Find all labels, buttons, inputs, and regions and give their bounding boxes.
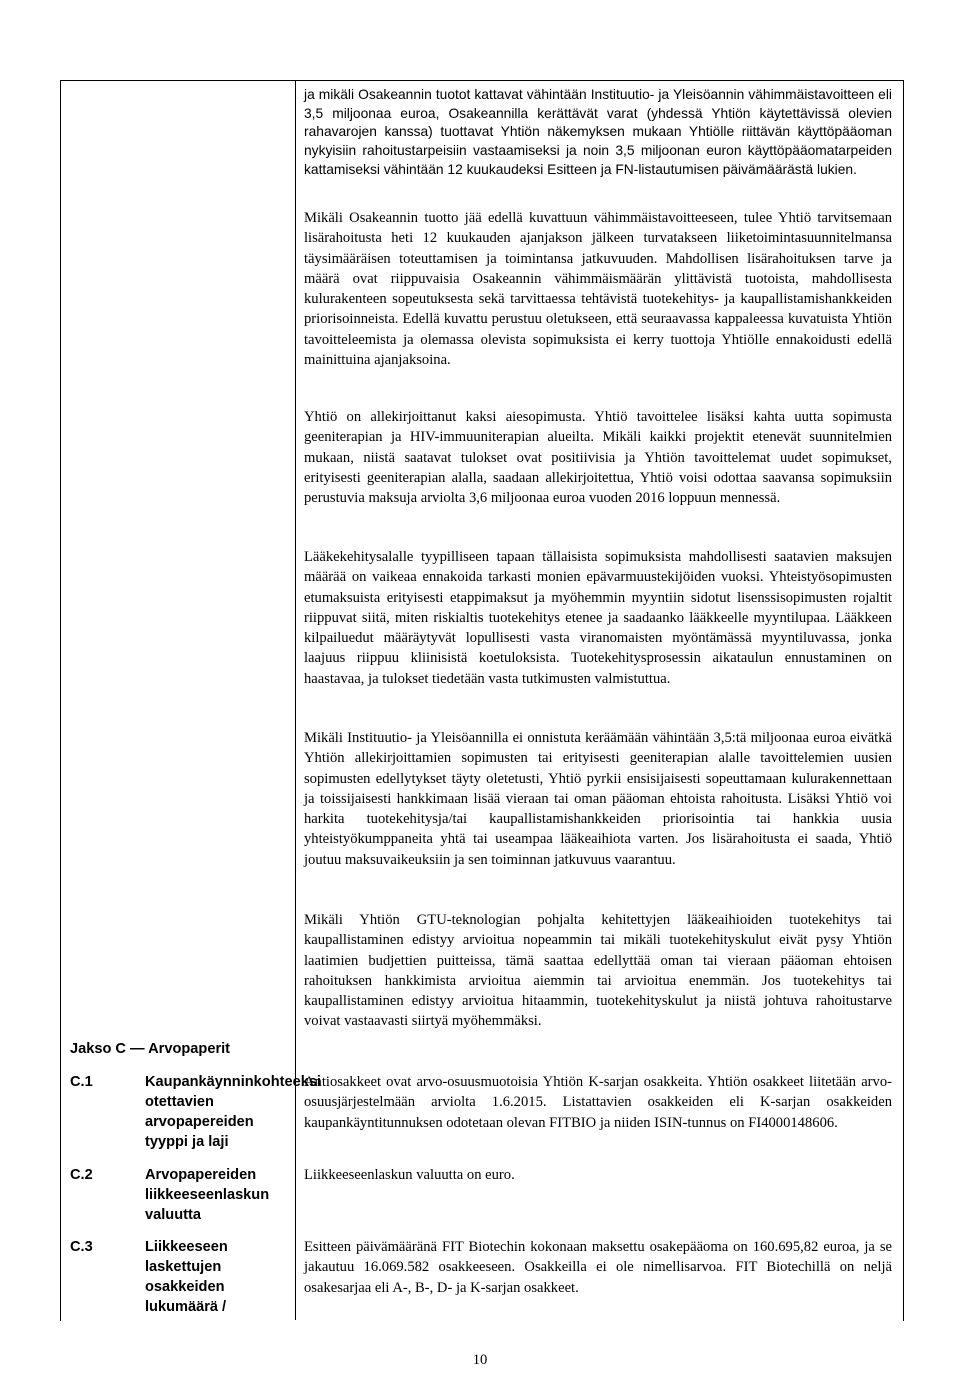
item-number: C.2 [70,1167,93,1183]
item-text: Esitteen päivämääränä FIT Biotechin kokonaan maksettu osakepääoma on 160.695,82 euroa, ja se jakautuu 16.069.582 osakkeeseen. Osakkeilla ei ole nimellisarvoa. FIT Biotechillä on neljä osakesarjaa eli A-, B-, D- ja K-sarjan osakkeet. [304,1239,892,1296]
item-label: Arvopapereiden liikkeeseenlaskun valuutta [145,1167,270,1223]
page-number: 10 [472,1352,488,1368]
section-title: Jakso C — Arvopaperit [70,1041,231,1057]
item-text: Antiosakkeet ovat arvo-osuusmuotoisia Yhtiön K-sarjan osakkeita. Yhtiön osakkeet liitetään arvo-osuusjärjestelmään arviolta 1.6.2015. Listattavien osakkeiden eli K-sarjan osakkeiden kaupankäyntitunnuksen odotetaan olevan FITBIO ja niiden ISIN-tunnus on FI4000148606. [304,1074,892,1131]
item-number: C.1 [70,1074,93,1090]
paragraph-financing-fallback: Mikäli Instituutio- ja Yleisöannilla ei onnistuta keräämään vähintään 3,5:tä miljoonaa euroa eivätkä Yhtiön allekirjoittamien sopimusten tai erityisesti geeniterapian alalle tavoittelemien uusien sopimusten edellytykset täyty oletetusti, Yhtiö pyrkii ensisijaisesti sopeuttamaan kulurakennettaan ja toissijaisesti hankkimaan lisää vieraan tai oman pääoman ehtoista rahoitusta. Lisäksi Yhtiö voi harkita tuotekehitysja/tai kaupallistamishankkeiden priorisointia tai hankkia uusia yhteistyökumppaneita yhtä tai useampaa lääkeaihiota varten. Jos lisärahoitusta ei saada, Yhtiö joutuu maksuvaikeuksiin ja sen toiminnan jatkuvuus vaarantuu. [304,730,892,868]
item-text: Liikkeeseenlaskun valuutta on euro. [304,1167,515,1183]
paragraph-drug-development: Lääkekehitysalalle tyypilliseen tapaan tällaisista sopimuksista mahdollisesti saatavien maksujen määrää on vaikeaa ennakoida tarkasti monien epävarmuustekijöiden vuoksi. Yhteistyösopimusten etumaksuista erityisesti etappimaksut ja myöhemmin myyntiin sidotut lisenssisopimusten rojaltit riippuvat siitä, miten riskialtis tuotekehitys etenee ja saadaanko lääkkeelle myyntilupaa. Lääkkeen kilpailuedut määräytyvät lopullisesti vasta viranomaisten myöntämässä myyntiluvassa, jonka laajuus riippuu kliinisistä koetuloksista. Tuotekehitysprosessin aikataulun ennustaminen on haastavaa, ja tulokset tiedetään vasta tutkimusten valmistuttua. [304,549,892,687]
paragraph-gtu-technology: Mikäli Yhtiön GTU-teknologian pohjalta kehitettyjen lääkeaihioiden tuotekehitys tai kaupallistaminen edistyy arvioitua nopeammin tai mikäli tuotekehityskulut eivät pysy Yhtiön laatimien budjettien puitteissa, tämä saattaa edellyttää oman tai vieraan pääoman ehtoisen rahoituksen hankkimista arvioitua aiemmin tai arvioitua enemmän. Jos tuotekehitys tai kaupallistaminen edistyy arvioitua hitaammin, tuotekehityskulut ja niistä johtuva rahoitustarve voivat vastaavasti siirtyä myöhemmäksi. [304,912,892,1030]
paragraph-minimum-target: Mikäli Osakeannin tuotto jää edellä kuvattuun vähimmäistavoitteeseen, tulee Yhtiö tarvitsemaan lisärahoitusta heti 12 kuukauden ajanjakson jälkeen turvatakseen liiketoimintasuunnitelmansa täysimääräisen toteuttamisen ja toimintansa jatkuvuuden. Mahdollisen lisärahoituksen tarve ja määrä ovat riippuvaisia Osakeannin vähimmäismäärän ylittävistä tuotoista, mahdollisesta kulurakenteen sopeutuksesta sekä tarvittaessa tehtävistä tuotekehitys- ja kaupallistamishankkeiden priorisoinneista. Edellä kuvattu perustuu oletukseen, että seuraavassa kappaleessa kuvatuista Yhtiön tavoitteleemista ja olemassa olevista sopimuksista ei kerry tuottoja Yhtiölle ennakoidusti edellä mainittuina ajanjaksoina. [304,210,892,369]
item-label: Liikkeeseen laskettujen osakkeiden lukumäärä / [145,1239,228,1315]
column-divider [295,80,296,1320]
paragraph-agreements: Yhtiö on allekirjoittanut kaksi aiesopimusta. Yhtiö tavoittelee lisäksi kahta uutta sopimusta geeniterapian ja HIV-immuuniterapian alueilta. Mikäli kaikki projektit etenevät suunnitelmien mukaan, niistä saatavat tulokset ovat positiivisia ja Yhtiön tavoittelemat uudet sopimukset, erityisesti geeniterapian alalla, saadaan allekirjoitettua, Yhtiö voisi odottaa saavansa sopimuksiin perustuvia maksuja arviolta 3,6 miljoonaa euroa vuoden 2016 loppuun mennessä. [304,409,892,507]
item-label: Kaupankäynninkohteeksi otettavien arvopapereiden tyyppi ja laji [145,1074,321,1150]
paragraph-liquidity-intro: ja mikäli Osakeannin tuotot kattavat vähintään Instituutio- ja Yleisöannin vähimmäistavoitteen eli 3,5 miljoonaa euroa, Osakeannilla kerättävät varat (yhdessä Yhtiön käytettävissä olevien rahavarojen kanssa) tuottavat Yhtiön näkemyksen mukaan Yhtiölle riittävän käyttöpääoman nykyisiin rahoitustarpeisiin vastaamiseksi ja noin 3,5 miljoonan euron käyttöpääomatarpeiden kattamiseksi vähintään 12 kuukaudeksi Esitteen ja FN-listautumisen päivämäärästä lukien. [304,87,892,177]
item-number: C.3 [70,1239,93,1255]
